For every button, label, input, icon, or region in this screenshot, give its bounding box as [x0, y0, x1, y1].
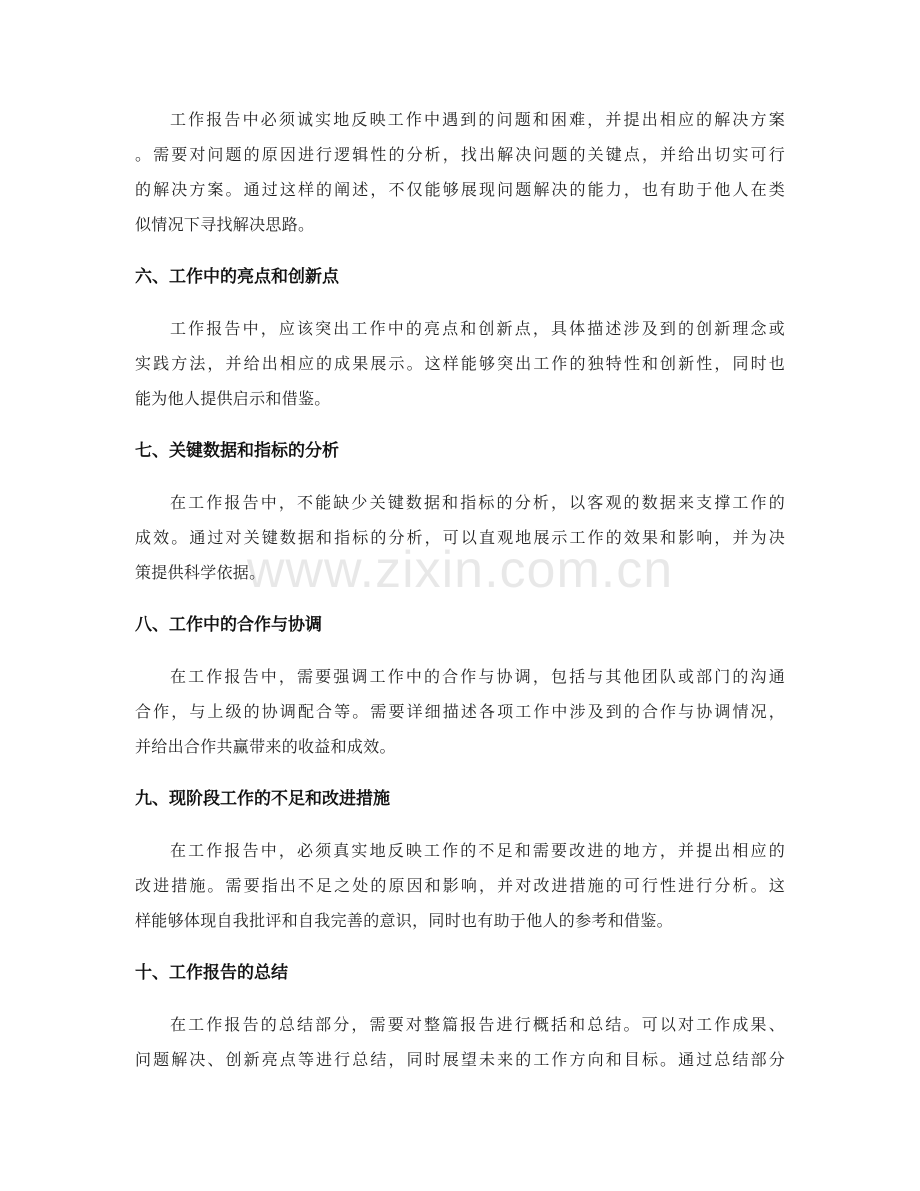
paragraph-line: 样能够体现自我批评和自我完善的意识，同时也有助于他人的参考和借鉴。 — [135, 911, 673, 930]
section-heading-10: 十、工作报告的总结 — [135, 963, 288, 983]
watermark: www.zixin.com.cn — [246, 541, 674, 599]
section-heading-8: 八、工作中的合作与协调 — [135, 615, 322, 635]
paragraph-line: 改进措施。需要指出不足之处的原因和影响，并对改进措施的可行性进行分析。这 — [135, 876, 785, 895]
paragraph-line: 策提供科学依据。 — [135, 563, 266, 582]
paragraph-line: 在工作报告的总结部分，需要对整篇报告进行概括和总结。可以对工作成果、 — [170, 1015, 785, 1034]
section-heading-7: 七、关键数据和指标的分析 — [135, 441, 339, 461]
paragraph-line: 合作，与上级的协调配合等。需要详细描述各项工作中涉及到的合作与协调情况， — [135, 702, 785, 721]
section-heading-9: 九、现阶段工作的不足和改进措施 — [135, 789, 390, 809]
paragraph-line: 在工作报告中，需要强调工作中的合作与协调，包括与其他团队或部门的沟通 — [170, 667, 785, 686]
paragraph-line: 成效。通过对关键数据和指标的分析，可以直观地展示工作的效果和影响，并为决 — [135, 528, 785, 547]
paragraph-line: 工作报告中必须诚实地反映工作中遇到的问题和困难，并提出相应的解决方案 — [170, 110, 785, 129]
paragraph-line: 在工作报告中，不能缺少关键数据和指标的分析，以客观的数据来支撑工作的 — [170, 493, 785, 512]
paragraph-line: 并给出合作共赢带来的收益和成效。 — [135, 737, 396, 756]
paragraph-line: 能为他人提供启示和借鉴。 — [135, 389, 331, 408]
paragraph-line: 问题解决、创新亮点等进行总结，同时展望未来的工作方向和目标。通过总结部分 — [135, 1050, 785, 1069]
paragraph-line: 的解决方案。通过这样的阐述，不仅能够展现问题解决的能力，也有助于他人在类 — [135, 180, 785, 199]
section-heading-6: 六、工作中的亮点和创新点 — [135, 267, 339, 287]
paragraph-line: 似情况下寻找解决思路。 — [135, 215, 315, 234]
paragraph-line: 。需要对问题的原因进行逻辑性的分析，找出解决问题的关键点，并给出切实可行 — [135, 145, 785, 164]
paragraph-line: 实践方法，并给出相应的成果展示。这样能够突出工作的独特性和创新性，同时也 — [135, 354, 785, 373]
paragraph-line: 工作报告中，应该突出工作中的亮点和创新点，具体描述涉及到的创新理念或 — [170, 319, 785, 338]
paragraph-line: 在工作报告中，必须真实地反映工作的不足和需要改进的地方，并提出相应的 — [170, 841, 785, 860]
